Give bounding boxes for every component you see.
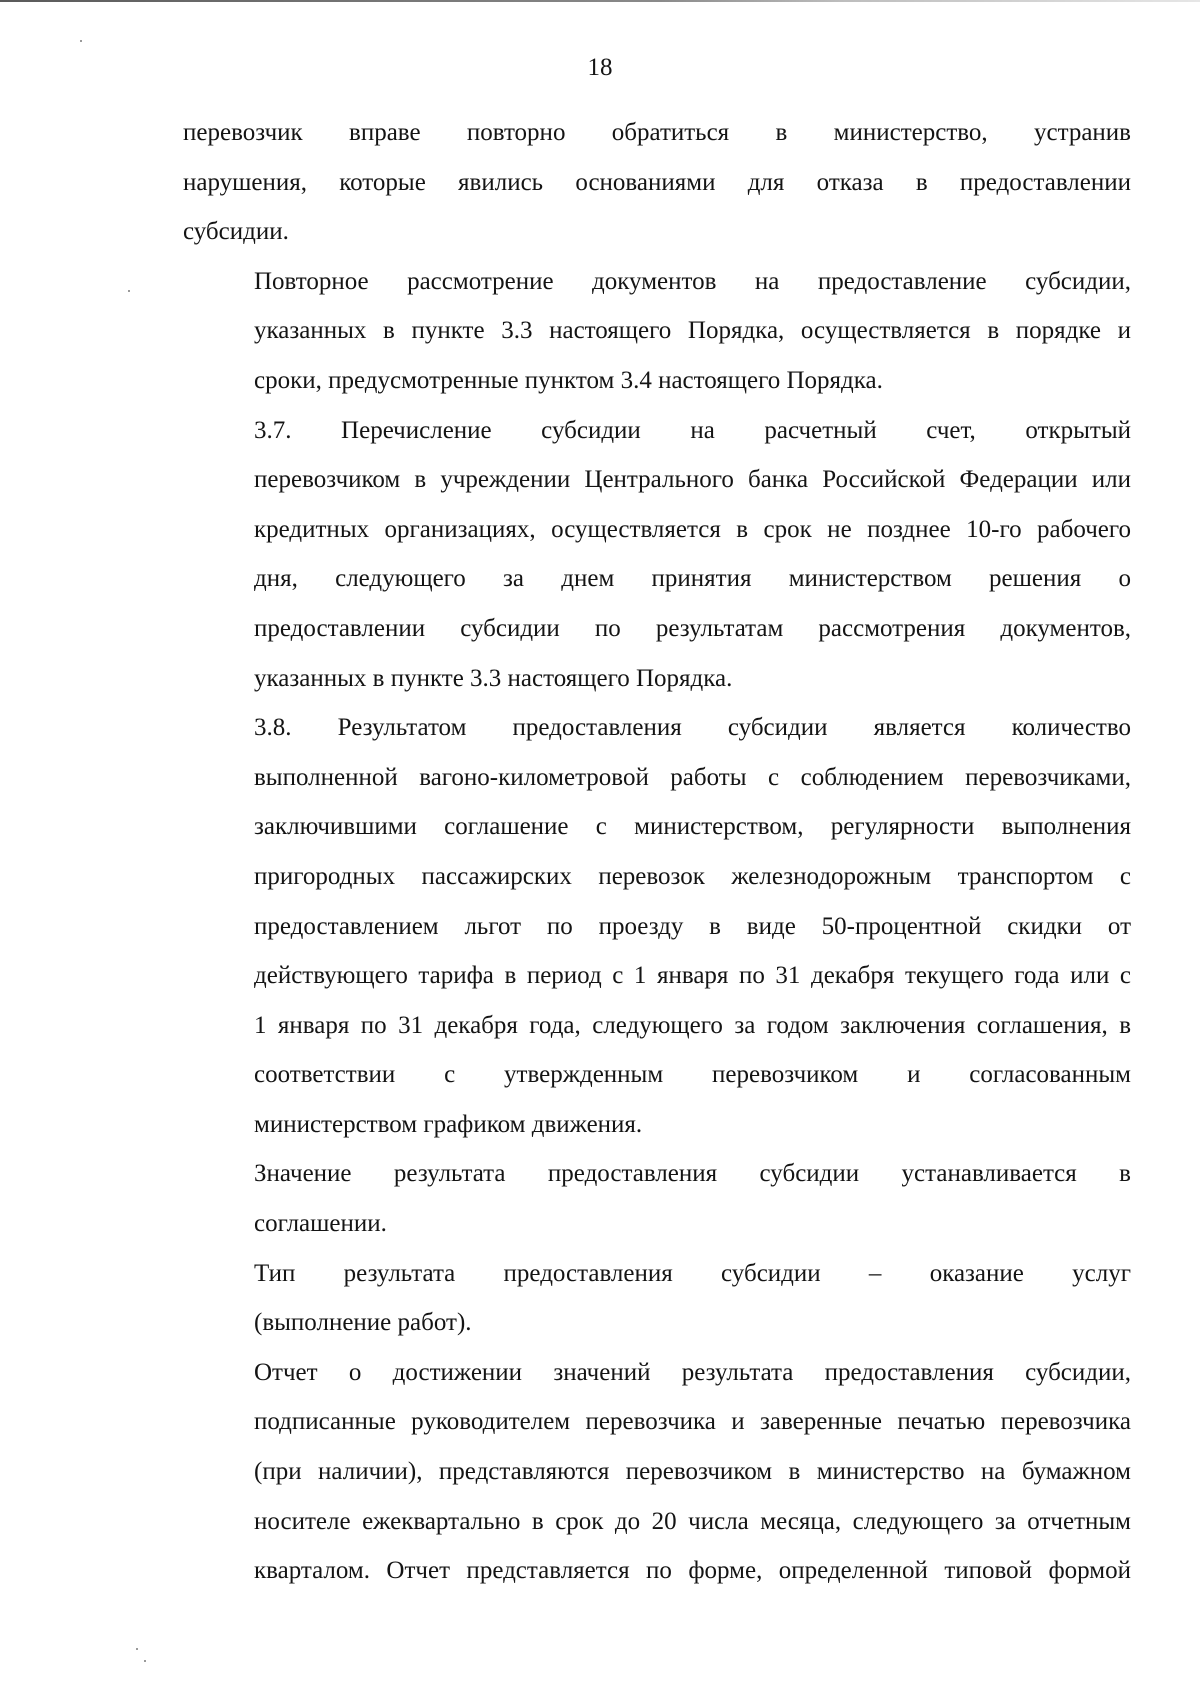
text-line: 3.7. Перечисление субсидии на расчетный счет, открытый	[254, 416, 1131, 444]
text-line: указанных в пункте 3.3 настоящего Порядка, осуществляется в порядке и	[254, 317, 1131, 345]
text-line: заключившими соглашение с министерством, регулярности выполнения	[254, 813, 1131, 841]
text-line: кварталом. Отчет представляется по форме, определенной типовой формой	[254, 1557, 1131, 1585]
scan-speck	[144, 1660, 146, 1662]
text-line: 3.8. Результатом предоставления субсидии является количество	[254, 714, 1131, 742]
text-line: (выполнение работ).	[254, 1309, 472, 1337]
paragraph	[183, 1249, 1131, 1348]
text-line: указанных в пункте 3.3 настоящего Порядка.	[254, 664, 733, 692]
text-line: предоставлением льгот по проезду в виде 50-процентной скидки от	[254, 912, 1131, 940]
text-line: (при наличии), представляются перевозчиком в министерство на бумажном	[254, 1458, 1131, 1486]
scan-speck	[128, 290, 130, 292]
text-line: предоставлении субсидии по результатам рассмотрения документов,	[254, 614, 1131, 642]
text-line: Тип результата предоставления субсидии – оказание услуг	[254, 1259, 1131, 1287]
text-line: носителе ежеквартально в срок до 20 числа месяца, следующего за отчетным	[254, 1507, 1131, 1535]
paragraph	[183, 703, 1131, 1149]
text-line: перевозчиком в учреждении Центрального банка Российской Федерации или	[254, 466, 1131, 494]
paragraph	[183, 108, 1131, 257]
text-line: кредитных организациях, осуществляется в срок не позднее 10-го рабочего	[254, 515, 1131, 543]
scan-speck	[136, 1648, 138, 1650]
document-body	[183, 108, 1131, 1596]
text-line: Повторное рассмотрение документов на предоставление субсидии,	[254, 267, 1131, 295]
text-line: 1 января по 31 декабря года, следующего за годом заключения соглашения, в	[254, 1011, 1131, 1039]
text-line: выполненной вагоно-километровой работы с соблюдением перевозчиками,	[254, 763, 1131, 791]
text-line: министерством графиком движения.	[254, 1110, 643, 1138]
paragraph	[183, 1348, 1131, 1596]
text-line: Значение результата предоставления субсидии устанавливается в	[254, 1160, 1131, 1188]
text-line: пригородных пассажирских перевозок железнодорожным транспортом с	[254, 862, 1131, 890]
text-line: соответствии с утвержденным перевозчиком и согласованным	[254, 1061, 1131, 1089]
paragraph	[183, 257, 1131, 406]
scan-edge-top	[0, 0, 1200, 2]
page-number: 18	[587, 54, 613, 81]
text-line: субсидии.	[183, 218, 289, 246]
text-line: нарушения, которые явились основаниями для отказа в предоставлении	[183, 168, 1131, 196]
paragraph	[183, 406, 1131, 704]
scan-speck	[80, 40, 82, 42]
text-line: действующего тарифа в период с 1 января по 31 декабря текущего года или с	[254, 962, 1131, 990]
text-line: сроки, предусмотренные пунктом 3.4 настоящего Порядка.	[254, 366, 883, 394]
text-line: дня, следующего за днем принятия министерством решения о	[254, 565, 1131, 593]
text-line: подписанные руководителем перевозчика и заверенные печатью перевозчика	[254, 1408, 1131, 1436]
text-line: перевозчик вправе повторно обратиться в министерство, устранив	[183, 119, 1131, 146]
paragraph	[183, 1149, 1131, 1248]
text-line: Отчет о достижении значений результата предоставления субсидии,	[254, 1358, 1131, 1386]
text-line: соглашении.	[254, 1210, 387, 1238]
